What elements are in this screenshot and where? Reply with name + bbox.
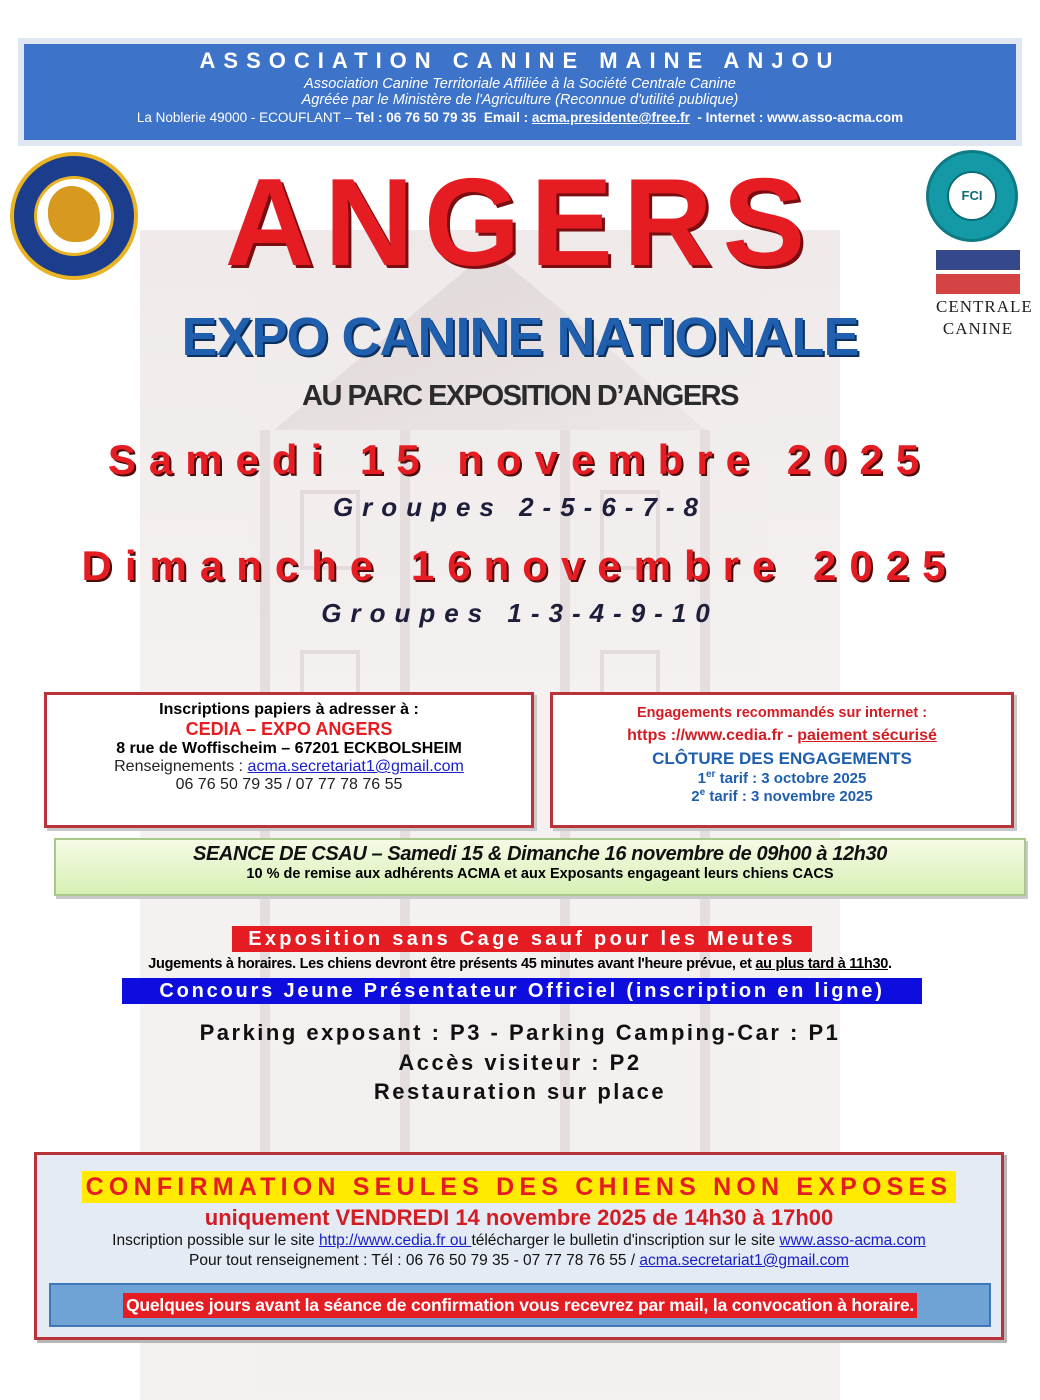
acma-logo xyxy=(10,152,138,280)
confirmation-box xyxy=(34,1152,1004,1340)
judging-notice: Jugements à horaires. Les chiens devront être présents 45 minutes avant l'heure prévue, et au plus tard à 11h30. xyxy=(148,956,892,972)
contact-line: La Noblerie 49000 - ECOUFLANT – Tel : 06 76 50 79 35 Email : acma.presidente@free.fr - Internet : www.asso-acma.com xyxy=(136,110,904,125)
junior-handler-notice: Concours Jeune Présentateur Officiel (inscription en ligne) xyxy=(122,978,922,1004)
affiliation-line: Association Canine Territoriale Affiliée à la Société Centrale Canine xyxy=(304,76,736,92)
cedia-address: 8 rue de Woffischeim – 67201 ECKBOLSHEIM xyxy=(116,740,462,757)
cedia-name: CEDIA – EXPO ANGERS xyxy=(185,719,393,739)
city-title: ANGERS xyxy=(224,154,816,292)
secretariat-email-link[interactable]: acma.secretariat1@gmail.com xyxy=(247,758,464,775)
greyhound-icon xyxy=(936,250,1020,294)
cedia-url[interactable]: https ://www.cedia.fr xyxy=(627,727,784,744)
phone-numbers: 06 76 50 79 35 / 07 77 78 76 55 xyxy=(175,776,403,793)
convocation-notice: Quelques jours avant la séance de confirmation vous recevrez par mail, la convocation à horaire. xyxy=(123,1293,917,1318)
online-registration-box: Engagements recommandés sur internet : https ://www.cedia.fr - paiement sécurisé CLÔTURE DES ENGAGEMENTS 1er tarif : 3 octobre 2025 2e tarif : 3 novembre 2025 xyxy=(550,692,1014,828)
visitor-access: Accès visiteur : P2 xyxy=(398,1050,642,1075)
website: - Internet : www.asso-acma.com xyxy=(697,110,904,125)
association-header xyxy=(18,38,1022,146)
paper-registration-box: Inscriptions papiers à adresser à : CEDIA – EXPO ANGERS 8 rue de Woffischeim – 67201 ECKBOLSHEIM Renseignements : acma.secretariat1@gmail.com 06 76 50 79 35 / 07 77 78 76 55 xyxy=(44,692,534,828)
confirmation-title: CONFIRMATION SEULES DES CHIENS NON EXPOSES xyxy=(82,1171,957,1203)
approval-line: Agréée par le Ministère de l'Agriculture (Reconnue d'utilité publique) xyxy=(301,92,739,108)
catering-info: Restauration sur place xyxy=(373,1079,667,1104)
email-link[interactable]: acma.presidente@free.fr xyxy=(531,110,690,125)
secure-payment-link[interactable]: paiement sécurisé xyxy=(797,727,937,744)
csau-session-banner: SEANCE DE CSAU – Samedi 15 & Dimanche 16 novembre de 09h00 à 12h30 10 % de remise aux adhérents ACMA et aux Exposants engageant leurs chiens CACS xyxy=(54,838,1026,896)
no-cage-notice: Exposition sans Cage sauf pour les Meutes xyxy=(232,926,812,952)
first-rate: 1er tarif : 3 octobre 2025 xyxy=(697,769,867,787)
sunday-groups: Groupes 1-3-4-9-10 xyxy=(321,598,719,628)
centrale-canine-logo: CENTRALE CANINE xyxy=(936,250,1020,340)
venue: AU PARC EXPOSITION D’ANGERS xyxy=(302,380,738,412)
sunday-date: Dimanche 16novembre 2025 xyxy=(81,542,959,589)
phone: Tel : 06 76 50 79 35 xyxy=(355,110,477,125)
confirmation-date: uniquement VENDREDI 14 novembre 2025 de 14h30 à 17h00 xyxy=(204,1205,834,1230)
convocation-notice-bar xyxy=(49,1283,991,1327)
fci-logo: FCI xyxy=(926,150,1018,242)
confirmation-registration-line: Inscription possible sur le site http://www.cedia.fr ou télécharger le bulletin d'inscription sur le site www.asso-acma.com xyxy=(112,1232,926,1249)
parking-info: Parking exposant : P3 - Parking Camping-Car : P1 xyxy=(199,1020,841,1045)
org-name: ASSOCIATION CANINE MAINE ANJOU xyxy=(199,48,841,73)
confirmation-contact-line: Pour tout renseignement : Tél : 06 76 50 79 35 - 07 77 78 76 55 / acma.secretariat1@gmail.com xyxy=(189,1252,849,1269)
event-title: EXPO CANINE NATIONALE xyxy=(181,307,859,367)
saturday-date: Samedi 15 novembre 2025 xyxy=(107,436,933,483)
acma-site-link[interactable]: www.asso-acma.com xyxy=(779,1232,926,1249)
secretariat-email-link-2[interactable]: acma.secretariat1@gmail.com xyxy=(639,1252,849,1269)
cedia-link[interactable]: http://www.cedia.fr ou xyxy=(318,1232,472,1249)
closing-heading: CLÔTURE DES ENGAGEMENTS xyxy=(652,749,912,768)
saturday-groups: Groupes 2-5-6-7-8 xyxy=(332,492,708,522)
second-rate: 2e tarif : 3 novembre 2025 xyxy=(691,787,873,805)
